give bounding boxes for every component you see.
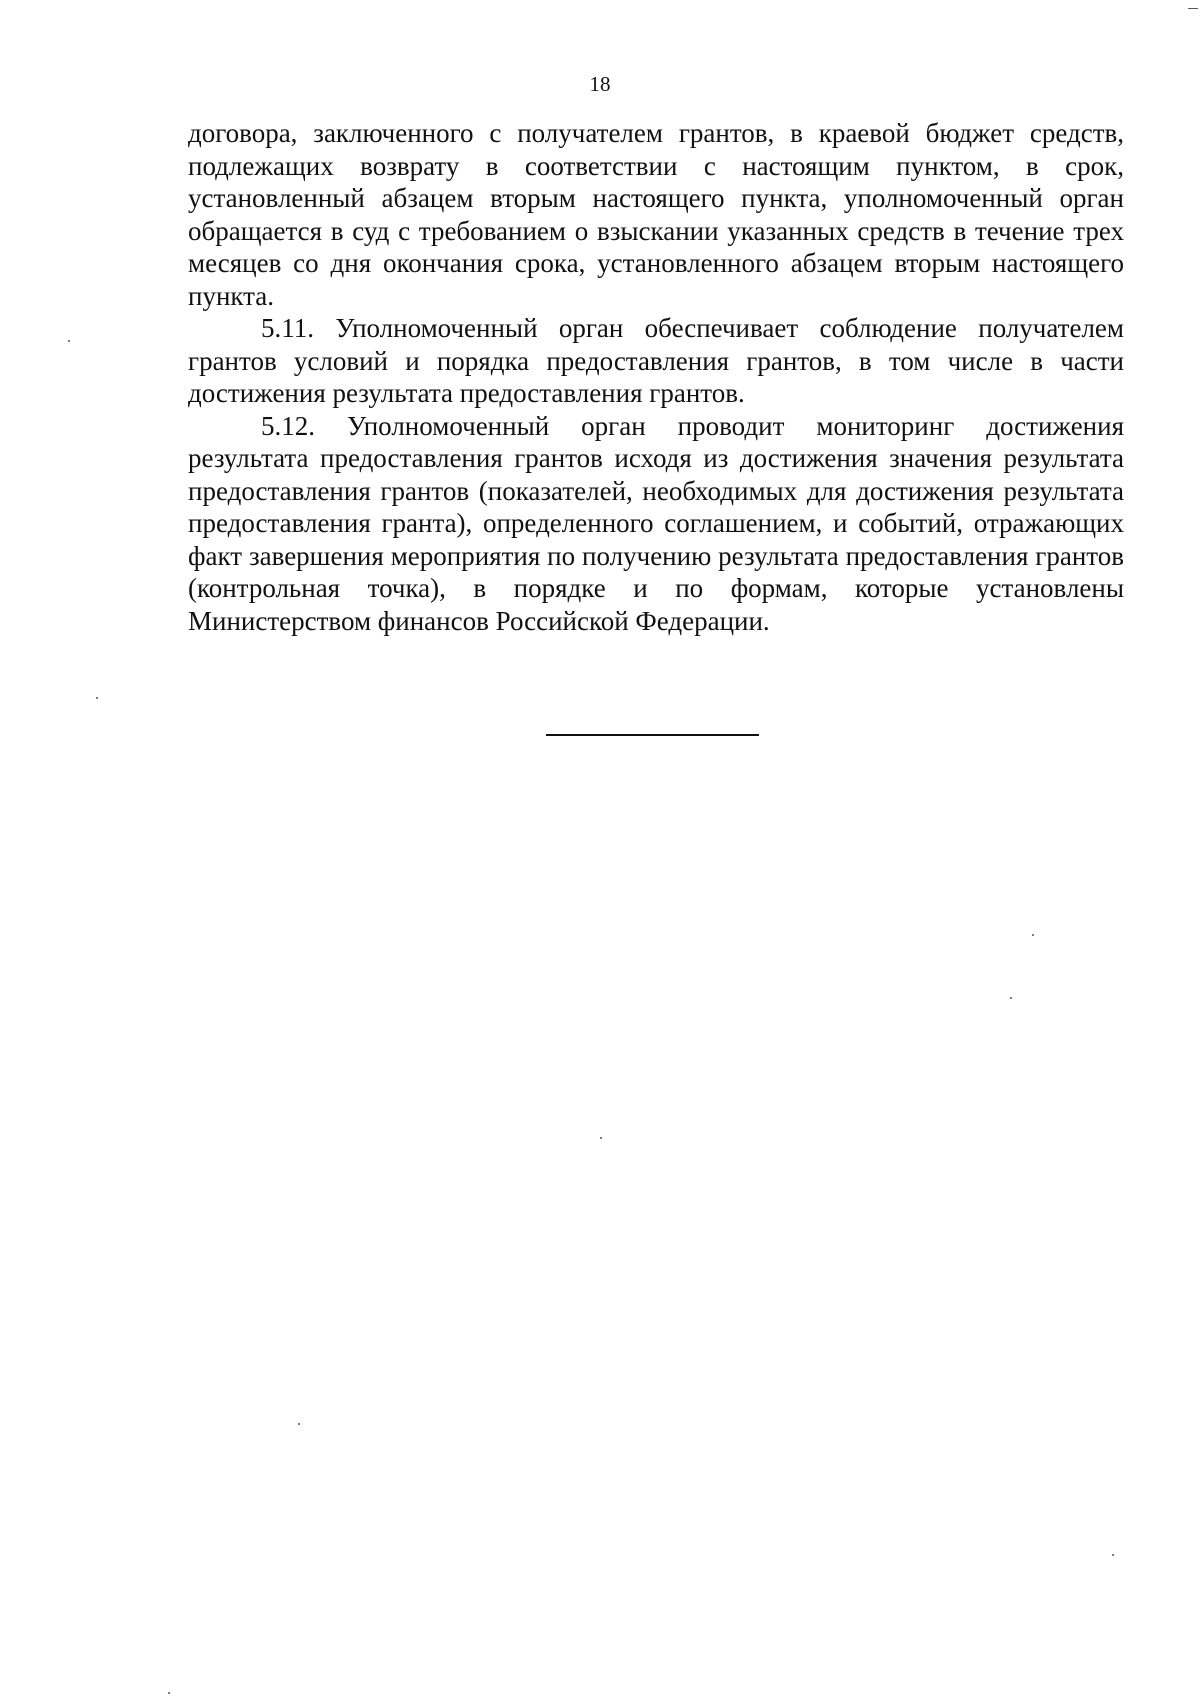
scan-speck (1112, 1554, 1114, 1556)
paragraph-continuation: договора, заключенного с получателем грантов, в краевой бюджет средств, подлежащих возврату в соответствии с настоящим пунктом, в срок, установленный абзацем вторым настоящего пункта, уполномоченный орган обращается в суд с требованием о взыскании указанных средств в течение трех месяцев со дня окончания срока, установленного абзацем вторым настоящего пункта. (188, 118, 1124, 311)
paragraph-5-11: 5.11. Уполномоченный орган обеспечивает соблюдение получателем грантов условий и порядка предоставления грантов, в том числе в части достижения результата предоставления грантов. (188, 313, 1124, 408)
scan-speck (1188, 8, 1198, 9)
scan-speck (168, 1692, 170, 1694)
scan-speck (600, 1137, 602, 1139)
paragraph-5-12: 5.12. Уполномоченный орган проводит мониторинг достижения результата предоставления грантов исходя из достижения значения результата предоставления грантов (показателей, необходимых для достижения результата предоставления гранта), определенного соглашением, и событий, отражающих факт завершения мероприятия по получению результата предоставления грантов (контрольная точка), в порядке и по формам, которые установлены Министерством финансов Российской Федерации. (188, 410, 1124, 636)
scan-speck (96, 697, 98, 699)
scan-speck (68, 340, 70, 342)
scan-speck (298, 1423, 300, 1425)
page-number: 18 (589, 72, 611, 96)
scan-speck (1010, 997, 1012, 999)
document-body (188, 117, 1124, 637)
end-of-text-rule (546, 734, 759, 736)
scan-speck (1032, 934, 1034, 936)
